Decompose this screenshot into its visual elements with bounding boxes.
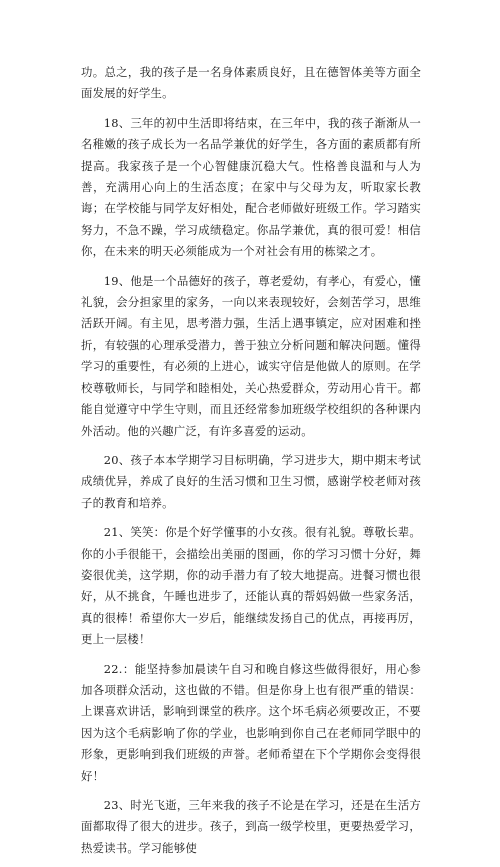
paragraph-18: 18、三年的初中生活即将结束，在三年中，我的孩子渐渐从一名稚嫩的孩子成长为一名品学兼优的好学生，各方面的素质都有所提高。我家孩子是一个心智健康沉稳大气。性格善良温和与人为善，充满用心向上的生活态度；在家中与父母为友，听取家长教诲；在学校能与同学友好相处，配合老师做好班级工作。学习踏实努力，不急不躁，学习成绩稳定。你品学兼优，真的很可爱！相信你，在未来的明天必须能成为一个对社会有用的栋梁之才。: [81, 115, 421, 259]
paragraph-22: 22.：能坚持参加晨读午自习和晚自修这些做得很好，用心参加各项群众活动，这也做的不错。但是你身上也有很严重的错误：上课喜欢讲话，影响到课堂的秩序。这个坏毛病必须要改正，不要因为这个毛病影响了你的学业，也影响到你自己在老师同学眼中的形象，更影响到我们班级的声誉。老师希望在下个学期你会变得很好！: [81, 661, 421, 783]
paragraph-continuation: 功。总之，我的孩子是一名身体素质良好，且在德智体美等方面全面发展的好学生。: [81, 65, 421, 101]
paragraph-23: 23、时光飞逝，三年来我的孩子不论是在学习，还是在生活方面都取得了很大的进步。孩子，到高一级学校里，更要热爱学习，热爱读书。学习能够使: [81, 798, 421, 855]
paragraph-20: 20、孩子本本学期学习目标明确，学习进步大，期中期末考试成绩优异，养成了良好的生活习惯和卫生习惯，感谢学校老师对孩子的教育和培养。: [81, 452, 421, 510]
paragraph-21: 21、笑笑：你是个好学懂事的小女孩。很有礼貌。尊敬长辈。你的小手很能干，会描绘出美丽的图画，你的学习习惯十分好，舞姿很优美，这学期，你的动手潜力有了较大地提高。进餐习惯也很好，从不挑食，午睡也进步了，还能认真的帮妈妈做一些家务活，真的很棒！希望你大一岁后，能继续发扬自己的优点，再接再厉，更上一层楼！: [81, 525, 421, 647]
document-page: [81, 62, 421, 867]
paragraph-19: 19、他是一个品德好的孩子，尊老爱幼，有孝心，有爱心，懂礼貌，会分担家里的家务，一向以来表现较好，会刻苦学习，思维活跃开阔。有主见，思考潜力强，生活上遇事镇定，应对困难和挫折，有较强的心理承受潜力，善于独立分析问题和解决问题。懂得学习的重要性，有必须的上进心，诚实守信是他做人的原则。在学校尊敬师长，与同学和睦相处，关心热爱群众，劳动用心肯干。都能自觉遵守中学生守则，而且还经常参加班级学校组织的各种课内外活动。他的兴趣广泛，有许多喜爱的运动。: [81, 273, 421, 438]
